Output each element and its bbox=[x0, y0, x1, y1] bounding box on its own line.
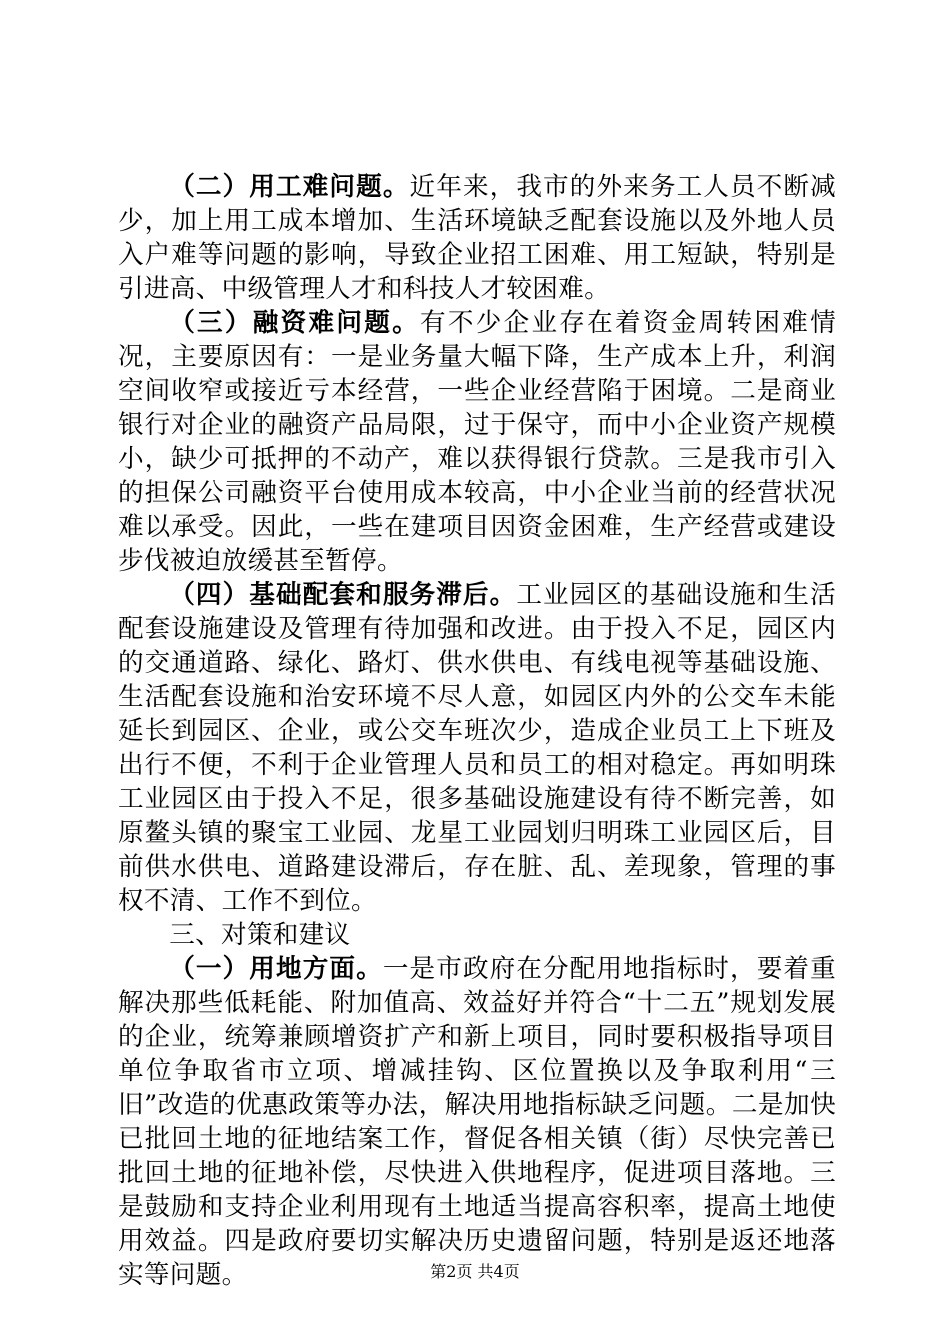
paragraph-lead: （三）融资难问题。 bbox=[169, 308, 420, 338]
paragraph-financing-difficulty bbox=[118, 306, 836, 578]
paragraph-text: 近年来，我市的外来务工人员不断减少，加上用工成本增加、生活环境缺乏配套设施以及外地人员入户难等问题的影响，导致企业招工困难、用工短缺，特别是引进高、中级管理人才和科技人才较困难。 bbox=[118, 172, 836, 304]
paragraph-lead: （四）基础配套和服务滞后。 bbox=[169, 580, 517, 610]
paragraph-lead: （二）用工难问题。 bbox=[169, 172, 410, 202]
paragraph-labor-shortage bbox=[118, 170, 836, 306]
paragraph-lead: （一）用地方面。 bbox=[169, 954, 383, 984]
paragraph-land-use bbox=[118, 952, 836, 1292]
document-body bbox=[118, 170, 836, 1292]
paragraph-text: 一是市政府在分配用地指标时，要着重解决那些低耗能、附加值高、效益好并符合“十二五”规划发展的企业，统筹兼顾增资扩产和新上项目，同时要积极指导项目单位争取省市立项、增减挂钩、区位置换以及争取利用“三旧”改造的优惠政策等办法，解决用地指标缺乏问题。二是加快已批回土地的征地结案工作，督促各相关镇（街）尽快完善已批回土地的征地补偿，尽快进入供地程序，促进项目落地。三是鼓励和支持企业利用现有土地适当提高容积率，提高土地使用效益。四是政府要切实解决历史遗留问题，特别是返还地落实等问题。 bbox=[118, 954, 836, 1290]
page-number-footer: 第2页 共4页 bbox=[430, 1262, 520, 1281]
paragraph-text: 工业园区的基础设施和生活配套设施建设及管理有待加强和改进。由于投入不足，园区内的交通道路、绿化、路灯、供水供电、有线电视等基础设施、生活配套设施和治安环境不尽人意，如园区内外的公交车未能延长到园区、企业，或公交车班次少，造成企业员工上下班及出行不便，不利于企业管理人员和员工的相对稳定。再如明珠工业园区由于投入不足，很多基础设施建设有待不断完善，如原鳌头镇的聚宝工业园、龙星工业园划归明珠工业园区后，目前供水供电、道路建设滞后，存在脏、乱、差现象，管理的事权不清、工作不到位。 bbox=[118, 580, 836, 916]
paragraph-text: 有不少企业存在着资金周转困难情况，主要原因有：一是业务量大幅下降，生产成本上升，利润空间收窄或接近亏本经营，一些企业经营陷于困境。二是商业银行对企业的融资产品局限，过于保守，而中小企业资产规模小，缺少可抵押的不动产，难以获得银行贷款。三是我市引入的担保公司融资平台使用成本较高，中小企业当前的经营状况难以承受。因此，一些在建项目因资金困难，生产经营或建设步伐被迫放缓甚至暂停。 bbox=[118, 308, 836, 576]
paragraph-infrastructure-lag bbox=[118, 578, 836, 918]
section-heading: 三、对策和建议 bbox=[169, 920, 351, 950]
